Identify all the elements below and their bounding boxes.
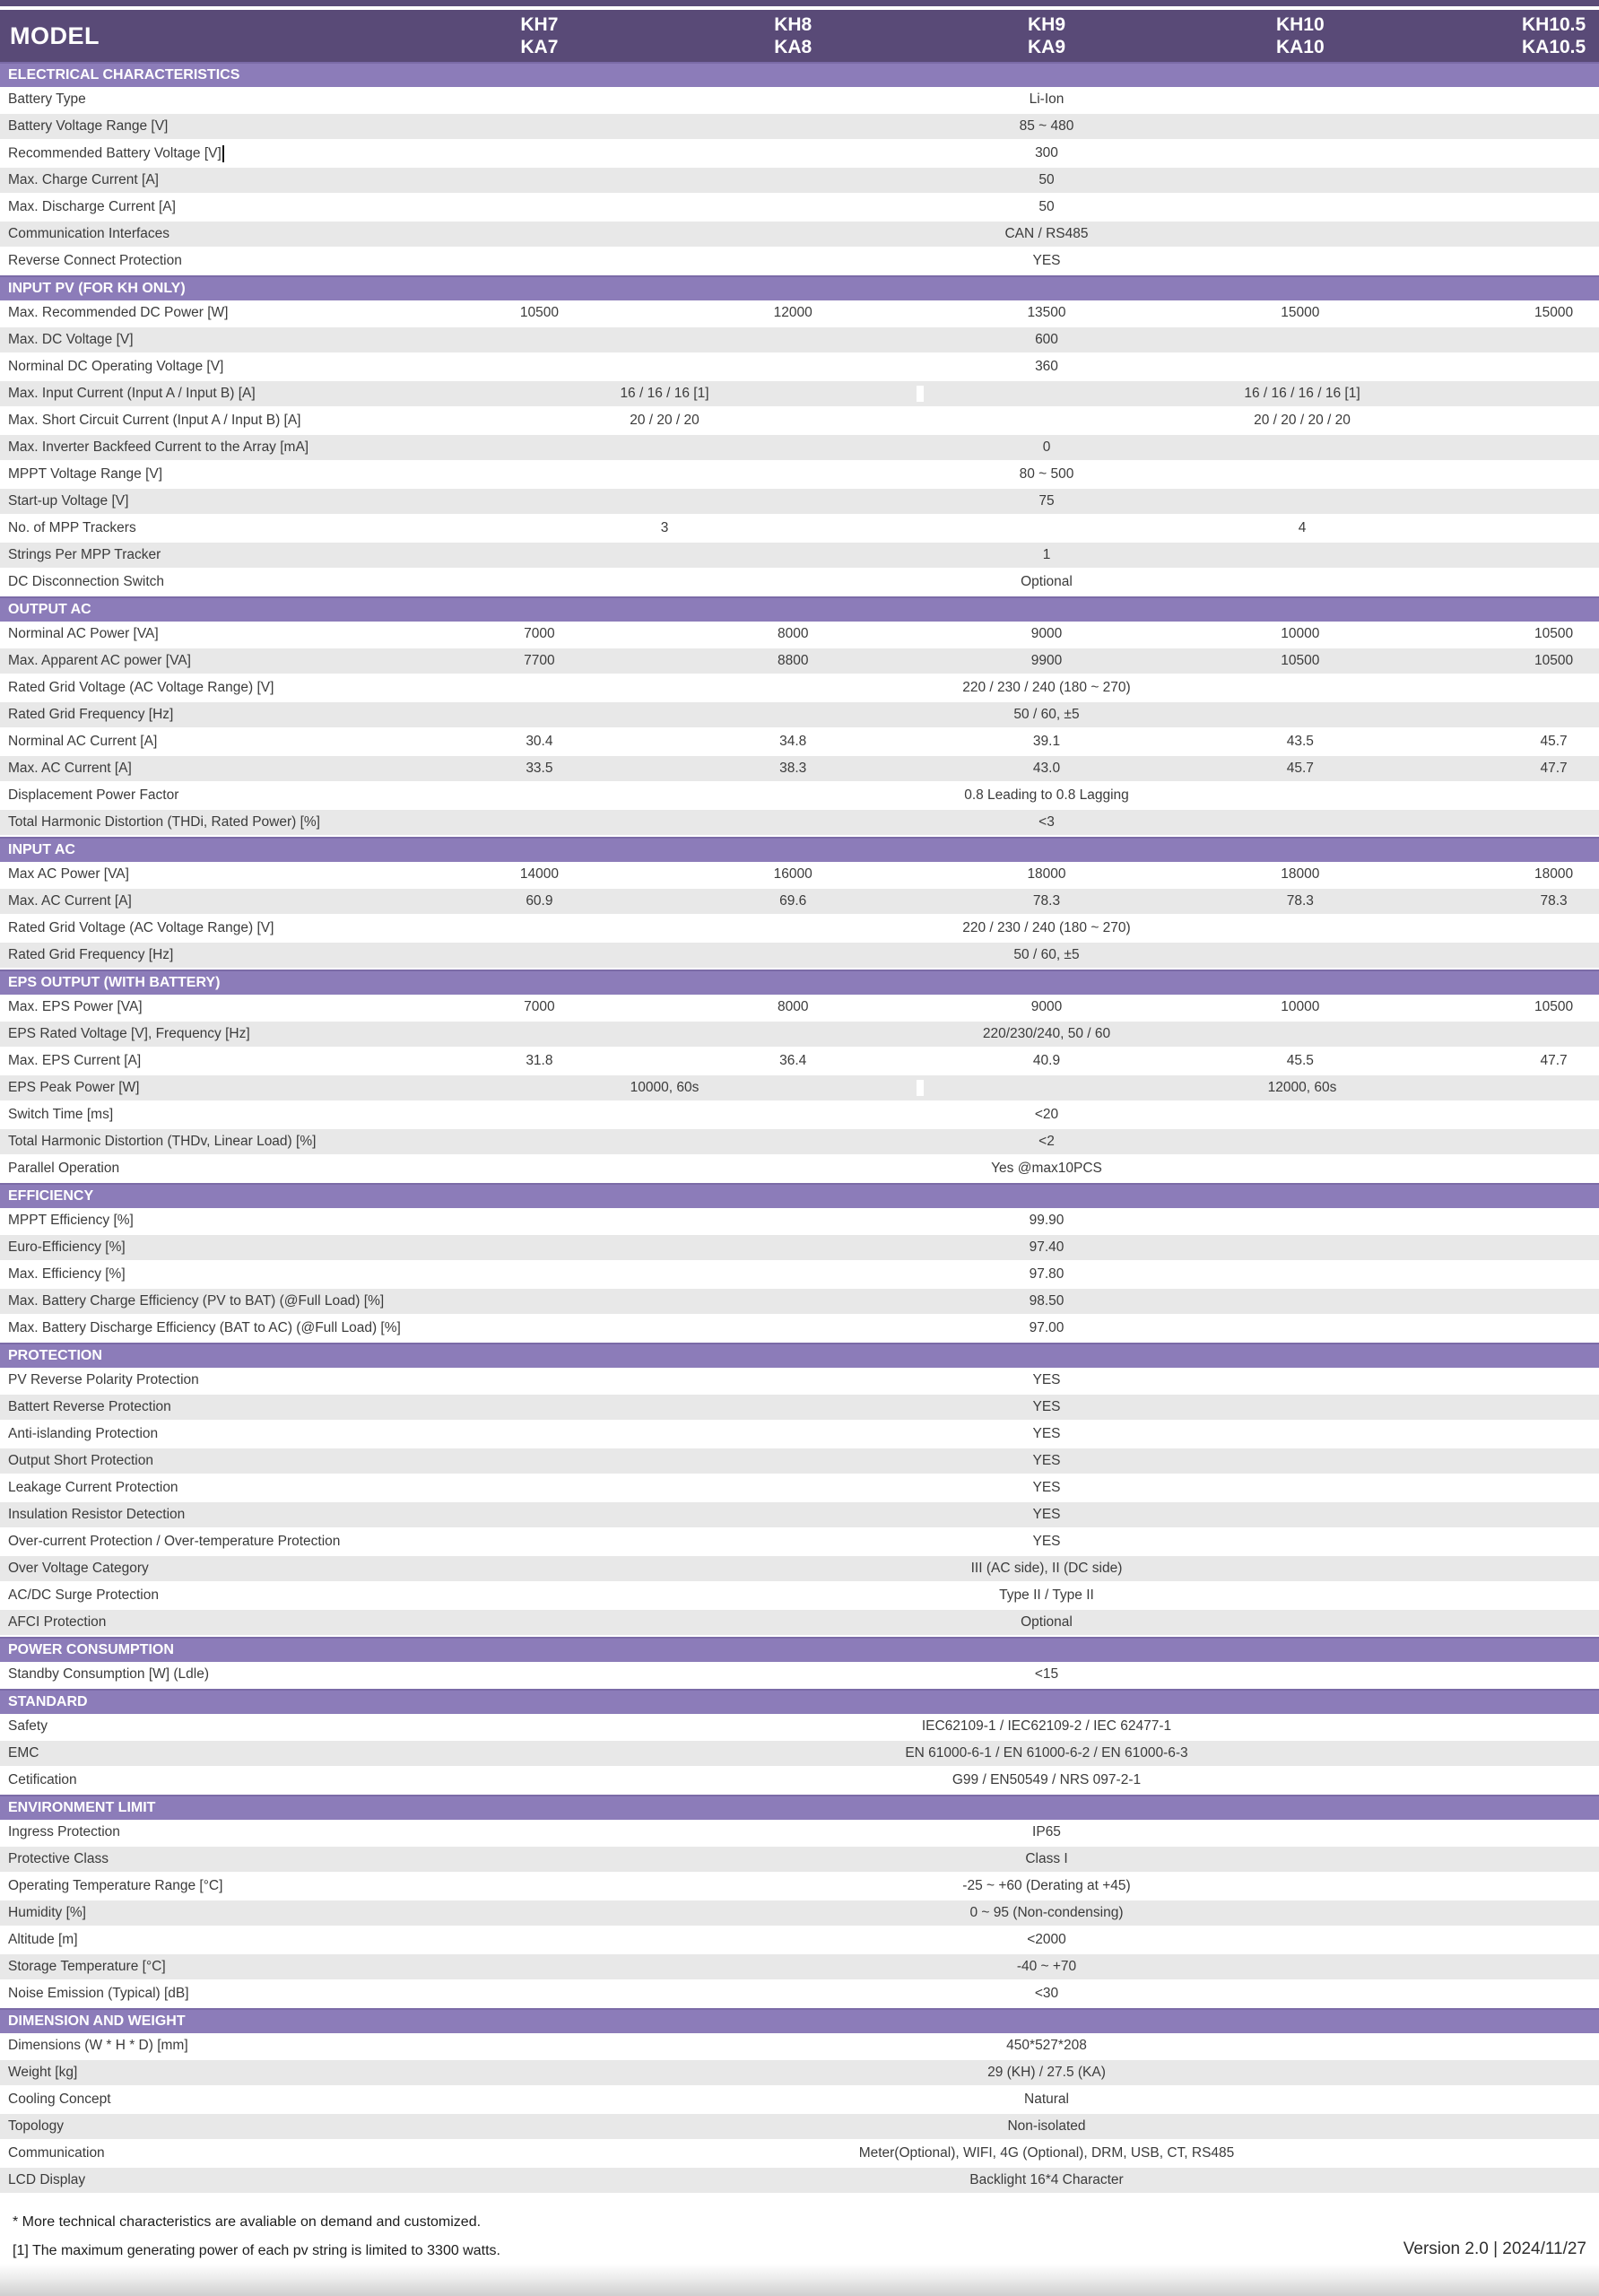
spec-value: 14000 [519, 866, 559, 882]
spec-value: 47.7 [1540, 1053, 1568, 1068]
spec-label: AC/DC Surge Protection [8, 1587, 159, 1603]
table-row [0, 1662, 1599, 1689]
spec-label: Max. EPS Current [A] [8, 1053, 142, 1068]
section-header-standard: STANDARD [0, 1689, 1599, 1714]
table-row [0, 1475, 1599, 1502]
spec-value: <2000 [1027, 1932, 1066, 1947]
spec-label: Battery Voltage Range [V] [8, 118, 169, 134]
spec-value: <3 [1038, 814, 1055, 830]
spec-value: IEC62109-1 / IEC62109-2 / IEC 62477-1 [921, 1718, 1172, 1734]
spec-value: 85 ~ 480 [1019, 118, 1074, 134]
spec-value: 220 / 230 / 240 (180 ~ 270) [962, 680, 1131, 695]
section-rows-protection [0, 1368, 1599, 1637]
spec-value: Optional [1021, 1614, 1073, 1630]
spec-value: G99 / EN50549 / NRS 097-2-1 [952, 1772, 1142, 1787]
table-row [0, 1262, 1599, 1289]
spec-label: PV Reverse Polarity Protection [8, 1372, 199, 1387]
spec-value: 80 ~ 500 [1019, 466, 1074, 482]
table-row [0, 1927, 1599, 1954]
top-strip [0, 0, 1599, 6]
spec-label: EMC [8, 1745, 39, 1761]
spec-label: Noise Emission (Typical) [dB] [8, 1986, 189, 2001]
spec-value: 45.7 [1540, 734, 1568, 749]
section-rows-electrical-characteristics [0, 87, 1599, 275]
table-row [0, 1820, 1599, 1847]
table-row [0, 810, 1599, 837]
table-row [0, 943, 1599, 970]
section-header-eps-output-with-battery: EPS OUTPUT (WITH BATTERY) [0, 970, 1599, 995]
table-row [0, 1768, 1599, 1795]
spec-value: 29 (KH) / 27.5 (KA) [987, 2065, 1106, 2080]
spec-value: 98.50 [1029, 1293, 1065, 1309]
spec-value: 8000 [777, 626, 809, 641]
spec-value: 78.3 [1286, 893, 1314, 909]
spec-label: No. of MPP Trackers [8, 520, 136, 535]
table-row [0, 1129, 1599, 1156]
table-row [0, 1448, 1599, 1475]
spec-label: Max AC Power [VA] [8, 866, 129, 882]
spec-label: Safety [8, 1718, 48, 1734]
spec-sections [0, 62, 1599, 2195]
spec-value: 12000 [773, 305, 813, 320]
spec-value: 45.5 [1286, 1053, 1314, 1068]
spec-label: Insulation Resistor Detection [8, 1507, 186, 1522]
spec-value: YES [1032, 1399, 1061, 1414]
spec-label: Max. Charge Current [A] [8, 172, 159, 187]
table-row [0, 756, 1599, 783]
table-row [0, 1874, 1599, 1900]
table-row [0, 889, 1599, 916]
table-row [0, 222, 1599, 248]
table-row [0, 1583, 1599, 1610]
spec-value: Optional [1021, 574, 1073, 589]
table-row [0, 248, 1599, 275]
spec-value: <20 [1034, 1107, 1059, 1122]
spec-value: 9000 [1030, 626, 1063, 641]
spec-value: 97.80 [1029, 1266, 1065, 1282]
spec-value: -40 ~ +70 [1016, 1959, 1077, 1974]
spec-label: Standby Consumption [W] (Ldle) [8, 1666, 209, 1682]
table-row [0, 1235, 1599, 1262]
spec-value: Li-Ion [1029, 91, 1065, 107]
spec-label: Battert Reverse Protection [8, 1399, 171, 1414]
table-row [0, 2033, 1599, 2060]
spec-value: <2 [1038, 1134, 1055, 1149]
spec-label: Ingress Protection [8, 1824, 120, 1839]
section-header-dimension-and-weight: DIMENSION AND WEIGHT [0, 2008, 1599, 2033]
model-column-kh10: KH10 KA10 [1275, 14, 1325, 57]
spec-label: LCD Display [8, 2172, 86, 2187]
spec-label: Recommended Battery Voltage [V] [0, 145, 413, 162]
spec-value: -25 ~ +60 (Derating at +45) [962, 1878, 1131, 1893]
table-row [0, 1022, 1599, 1048]
spec-value: 39.1 [1032, 734, 1061, 749]
table-row [0, 327, 1599, 354]
table-row [0, 141, 1599, 168]
table-row [0, 435, 1599, 462]
spec-value: YES [1032, 1372, 1061, 1387]
table-row [0, 1529, 1599, 1556]
table-row [0, 462, 1599, 489]
section-header-input-ac: INPUT AC [0, 837, 1599, 862]
section-rows-input-ac [0, 862, 1599, 970]
version-label: Version 2.0 | 2024/11/27 [1403, 2239, 1586, 2258]
table-row [0, 1954, 1599, 1981]
spec-value: 0 [1042, 439, 1051, 455]
spec-value: 31.8 [526, 1053, 553, 1068]
spec-label: Strings Per MPP Tracker [8, 547, 161, 562]
spec-value: 12000, 60s [917, 1080, 1599, 1096]
spec-value: Backlight 16*4 Character [969, 2172, 1124, 2187]
model-column-kh10.5: KH10.5 KA10.5 [1521, 14, 1586, 57]
spec-label: MPPT Voltage Range [V] [8, 466, 163, 482]
spec-value: Non-isolated [1007, 2118, 1086, 2134]
table-row [0, 1102, 1599, 1129]
section-rows-input-pv-for-kh-only [0, 300, 1599, 596]
spec-label: Max. Apparent AC power [VA] [8, 653, 191, 668]
spec-value: 69.6 [779, 893, 807, 909]
table-row [0, 1900, 1599, 1927]
spec-value: IP65 [1032, 1824, 1061, 1839]
section-header-environment-limit: ENVIRONMENT LIMIT [0, 1795, 1599, 1820]
spec-value: 16 / 16 / 16 [1] [620, 386, 709, 401]
spec-value: 9000 [1030, 999, 1063, 1014]
spec-label: Max. Battery Discharge Efficiency (BAT to AC) (@Full Load) [%] [8, 1320, 401, 1335]
spec-value: 36.4 [779, 1053, 807, 1068]
table-row [0, 570, 1599, 596]
spec-value: 18000 [1534, 866, 1574, 882]
spec-label: Displacement Power Factor [8, 787, 179, 803]
spec-label: Norminal AC Power [VA] [8, 626, 159, 641]
section-rows-eps-output-with-battery [0, 995, 1599, 1183]
spec-value: 8800 [777, 653, 809, 668]
table-row [0, 648, 1599, 675]
table-row [0, 1368, 1599, 1395]
section-header-power-consumption: POWER CONSUMPTION [0, 1637, 1599, 1662]
text-cursor [222, 145, 224, 162]
spec-value: 10500 [1534, 653, 1574, 668]
table-row [0, 783, 1599, 810]
table-row [0, 1075, 1599, 1102]
section-header-electrical-characteristics: ELECTRICAL CHARACTERISTICS [0, 62, 1599, 87]
spec-value: 16000 [773, 866, 813, 882]
table-row [0, 195, 1599, 222]
spec-value: 0 ~ 95 (Non-condensing) [969, 1905, 1124, 1920]
spec-value: 0.8 Leading to 0.8 Lagging [964, 787, 1129, 803]
spec-value: 10500 [1281, 653, 1320, 668]
table-row [0, 1422, 1599, 1448]
spec-value: YES [1032, 1480, 1061, 1495]
table-row [0, 1208, 1599, 1235]
spec-label: Max. EPS Power [VA] [8, 999, 143, 1014]
spec-value: 43.0 [1032, 761, 1061, 776]
spec-label: Leakage Current Protection [8, 1480, 178, 1495]
spec-label: Switch Time [ms] [8, 1107, 114, 1122]
table-row [0, 1556, 1599, 1583]
spec-label: Altitude [m] [8, 1932, 78, 1947]
spec-label: DC Disconnection Switch [8, 574, 165, 589]
footnote-asterisk: * More technical characteristics are avaliable on demand and customized. [13, 2214, 482, 2230]
section-rows-power-consumption [0, 1662, 1599, 1689]
table-row [0, 622, 1599, 648]
table-row [0, 300, 1599, 327]
table-row [0, 2114, 1599, 2141]
table-row [0, 1610, 1599, 1637]
spec-label: Max. DC Voltage [V] [8, 332, 134, 347]
spec-label: MPPT Efficiency [%] [8, 1213, 134, 1228]
spec-value: 450*527*208 [1006, 2038, 1087, 2053]
table-row [0, 1048, 1599, 1075]
spec-value: Type II / Type II [999, 1587, 1094, 1603]
spec-value: 50 / 60, ±5 [1013, 947, 1080, 962]
spec-value: 9900 [1030, 653, 1063, 668]
spec-value: 220/230/240, 50 / 60 [982, 1026, 1111, 1041]
spec-label: Norminal DC Operating Voltage [V] [8, 359, 224, 374]
spec-value: YES [1032, 1507, 1061, 1522]
spec-value: 60.9 [526, 893, 553, 909]
spec-label: Protective Class [8, 1851, 109, 1866]
spec-value: 20 / 20 / 20 / 20 [917, 413, 1599, 429]
table-row [0, 543, 1599, 570]
spec-label: Max. Efficiency [%] [8, 1266, 126, 1282]
spec-label: Rated Grid Frequency [Hz] [8, 947, 174, 962]
spec-value: 18000 [1027, 866, 1066, 882]
spec-value: 600 [1035, 332, 1058, 347]
spec-value: YES [1032, 1534, 1061, 1549]
table-row [0, 2060, 1599, 2087]
table-row [0, 1741, 1599, 1768]
spec-label: Reverse Connect Protection [8, 253, 182, 268]
spec-label: Weight [kg] [8, 2065, 78, 2080]
table-row [0, 1289, 1599, 1316]
spec-label: Operating Temperature Range [°C] [8, 1878, 223, 1893]
spec-value: <15 [1034, 1666, 1059, 1682]
spec-label: Max. Recommended DC Power [W] [8, 305, 229, 320]
spec-value: 7000 [524, 626, 555, 641]
section-rows-output-ac [0, 622, 1599, 837]
spec-value: 50 [1038, 199, 1055, 214]
table-row [0, 675, 1599, 702]
table-row [0, 729, 1599, 756]
spec-value: <30 [1034, 1986, 1059, 2001]
spec-value: 10000 [1281, 626, 1320, 641]
spec-value: YES [1032, 1426, 1061, 1441]
spec-value: 8000 [777, 999, 809, 1014]
section-rows-dimension-and-weight [0, 2033, 1599, 2195]
spec-label: Total Harmonic Distortion (THDv, Linear Load) [%] [8, 1134, 317, 1149]
spec-value: III (AC side), II (DC side) [970, 1561, 1123, 1576]
table-row [0, 1316, 1599, 1343]
section-header-efficiency: EFFICIENCY [0, 1183, 1599, 1208]
spec-value: 40.9 [1032, 1053, 1061, 1068]
spec-value: 4 [917, 520, 1599, 536]
table-row [0, 408, 1599, 435]
table-row [0, 1847, 1599, 1874]
model-column-kh8: KH8 KA8 [774, 14, 813, 57]
spec-label: Rated Grid Frequency [Hz] [8, 707, 174, 722]
spec-label: Dimensions (W * H * D) [mm] [8, 2038, 188, 2053]
section-rows-efficiency [0, 1208, 1599, 1343]
model-title: MODEL [10, 22, 100, 49]
section-rows-standard [0, 1714, 1599, 1795]
spec-value: 78.3 [1540, 893, 1568, 909]
spec-value: 38.3 [779, 761, 807, 776]
table-row [0, 702, 1599, 729]
model-column-kh7: KH7 KA7 [520, 14, 559, 57]
spec-value: EN 61000-6-1 / EN 61000-6-2 / EN 61000-6-3 [905, 1745, 1188, 1761]
table-row [0, 87, 1599, 114]
spec-value: 300 [1035, 145, 1058, 161]
spec-value: YES [1032, 1453, 1061, 1468]
spec-value: 34.8 [779, 734, 807, 749]
footnotes [13, 2214, 1586, 2259]
spec-label: Max. AC Current [A] [8, 761, 132, 776]
spec-value: 75 [1038, 493, 1055, 509]
model-header-row [0, 10, 1599, 62]
spec-value: Meter(Optional), WIFI, 4G (Optional), DRM, USB, CT, RS485 [858, 2145, 1235, 2161]
spec-label: Output Short Protection [8, 1453, 153, 1468]
spec-value: YES [1032, 253, 1061, 268]
section-header-input-pv-for-kh-only: INPUT PV (FOR KH ONLY) [0, 275, 1599, 300]
spec-label: Cooling Concept [8, 2092, 111, 2107]
spec-value: 15000 [1281, 305, 1320, 320]
spec-label: Norminal AC Current [A] [8, 734, 158, 749]
spec-label: AFCI Protection [8, 1614, 107, 1630]
spec-value: 78.3 [1032, 893, 1061, 909]
spec-label: Max. AC Current [A] [8, 893, 132, 909]
spec-label: Max. Battery Charge Efficiency (PV to BAT) (@Full Load) [%] [8, 1293, 385, 1309]
spec-value: 50 / 60, ±5 [1013, 707, 1080, 722]
spec-label: Over Voltage Category [8, 1561, 149, 1576]
spec-label: Euro-Efficiency [%] [8, 1239, 126, 1255]
table-row [0, 2087, 1599, 2114]
spec-value: 20 / 20 / 20 [630, 413, 700, 428]
spec-value: 10000, 60s [630, 1080, 700, 1095]
table-row [0, 1502, 1599, 1529]
spec-table [0, 10, 1599, 2195]
spec-value: 360 [1035, 359, 1058, 374]
spec-value: Natural [1024, 2092, 1069, 2107]
spec-label: Max. Short Circuit Current (Input A / Input B) [A] [8, 413, 301, 428]
footnote-1: [1] The maximum generating power of each pv string is limited to 3300 watts. [13, 2243, 500, 2258]
spec-label: Max. Discharge Current [A] [8, 199, 176, 214]
spec-value: 7700 [524, 653, 555, 668]
section-header-output-ac: OUTPUT AC [0, 596, 1599, 622]
spec-label: Anti-islanding Protection [8, 1426, 159, 1441]
table-row [0, 1981, 1599, 2008]
spec-value: 99.90 [1029, 1213, 1065, 1228]
spec-label: Max. Inverter Backfeed Current to the Array [mA] [8, 439, 309, 455]
spec-value: 47.7 [1540, 761, 1568, 776]
spec-label: Battery Type [8, 91, 86, 107]
table-row [0, 354, 1599, 381]
spec-value: Yes @max10PCS [991, 1161, 1102, 1176]
table-row [0, 2141, 1599, 2168]
model-column-kh9: KH9 KA9 [1027, 14, 1065, 57]
spec-value: 220 / 230 / 240 (180 ~ 270) [962, 920, 1131, 935]
spec-label: Cetification [8, 1772, 77, 1787]
spec-value: 3 [660, 520, 669, 535]
section-header-protection: PROTECTION [0, 1343, 1599, 1368]
spec-value: 50 [1038, 172, 1055, 187]
section-rows-environment-limit [0, 1820, 1599, 2008]
table-row [0, 995, 1599, 1022]
spec-value: Class I [1025, 1851, 1068, 1866]
table-row [0, 2168, 1599, 2195]
spec-label: Storage Temperature [°C] [8, 1959, 166, 1974]
spec-label: Rated Grid Voltage (AC Voltage Range) [V] [8, 920, 274, 935]
spec-label: Topology [8, 2118, 65, 2134]
table-row [0, 1714, 1599, 1741]
table-row [0, 1395, 1599, 1422]
spec-label: EPS Rated Voltage [V], Frequency [Hz] [8, 1026, 250, 1041]
spec-label: Start-up Voltage [V] [8, 493, 129, 509]
table-row [0, 381, 1599, 408]
spec-value: 33.5 [526, 761, 553, 776]
spec-label: Parallel Operation [8, 1161, 120, 1176]
spec-value: 10000 [1281, 999, 1320, 1014]
spec-value: 97.40 [1029, 1239, 1065, 1255]
spec-value: 7000 [524, 999, 555, 1014]
spec-value: 10500 [1534, 626, 1574, 641]
spec-label: EPS Peak Power [W] [8, 1080, 140, 1095]
spec-value: 10500 [519, 305, 559, 320]
spec-label: Over-current Protection / Over-temperature Protection [8, 1534, 341, 1549]
spec-label: Communication Interfaces [8, 226, 170, 241]
spec-label: Humidity [%] [8, 1905, 86, 1920]
spec-value: 13500 [1027, 305, 1066, 320]
spec-value: 45.7 [1286, 761, 1314, 776]
spec-value: 18000 [1281, 866, 1320, 882]
table-row [0, 1156, 1599, 1183]
spec-value: 15000 [1534, 305, 1574, 320]
spec-value: 10500 [1534, 999, 1574, 1014]
spec-value: 97.00 [1029, 1320, 1065, 1335]
spec-value: 43.5 [1286, 734, 1314, 749]
spec-label: Rated Grid Voltage (AC Voltage Range) [V] [8, 680, 274, 695]
table-row [0, 168, 1599, 195]
spec-value: 1 [1042, 547, 1051, 562]
spec-value: 16 / 16 / 16 / 16 [1] [917, 386, 1599, 402]
table-row [0, 862, 1599, 889]
table-row [0, 516, 1599, 543]
table-row [0, 114, 1599, 141]
spec-label: Max. Input Current (Input A / Input B) [A] [8, 386, 256, 401]
spec-label: Communication [8, 2145, 105, 2161]
spec-value: CAN / RS485 [1004, 226, 1089, 241]
spec-value: 30.4 [526, 734, 553, 749]
table-row [0, 489, 1599, 516]
spec-label: Total Harmonic Distortion (THDi, Rated Power) [%] [8, 814, 320, 830]
table-row [0, 916, 1599, 943]
bottom-page-divider [0, 2264, 1599, 2296]
